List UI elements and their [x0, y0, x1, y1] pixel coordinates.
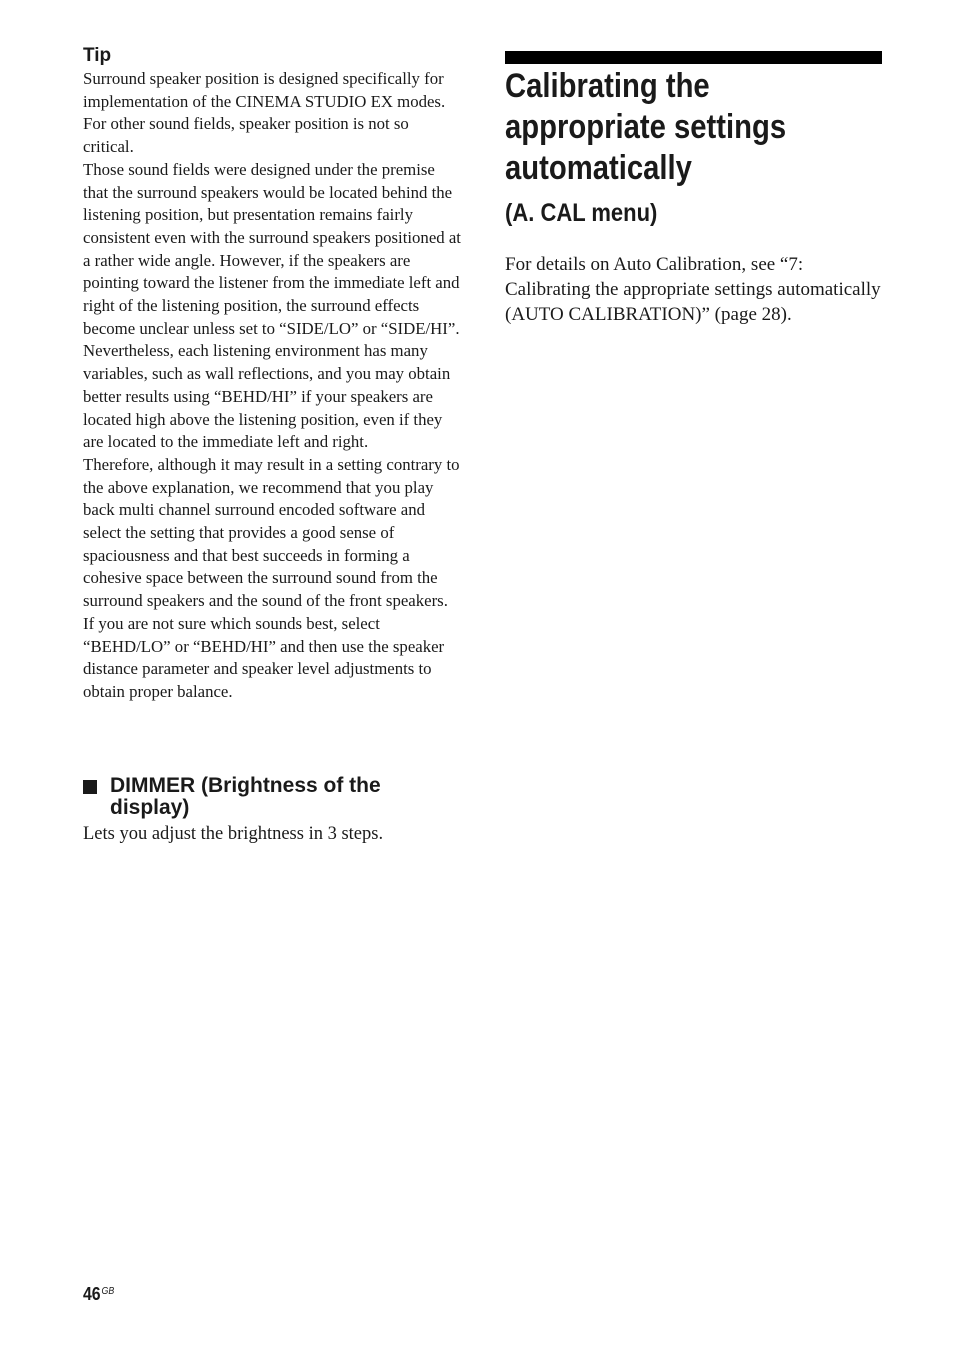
section-subtitle: (A. CAL menu): [505, 199, 658, 227]
tip-paragraph: Therefore, although it may result in a setting contrary to the above explanation, we recommend that you play back multi channel surround encoded software and select the setting that provides a good sense of spaciousness and that best succeeds in forming a cohesive space between the surround sound from the surround speakers and the sound of the front speakers. If you are not sure which sounds best, select “BEHD/LO” or “BEHD/HI” and then use the speaker distance parameter and speaker level adjustments to obtain proper balance.: [83, 454, 460, 701]
page-number-suffix: GB: [101, 1286, 115, 1297]
section-title-line: automatically: [505, 149, 692, 187]
auto-calibration-reference: For details on Auto Calibration, see “7: Calibrating the appropriate settings automatically (AUTO CALIBRATION)” (page 28).: [505, 254, 881, 325]
square-bullet-icon: [83, 780, 97, 794]
tip-block: [83, 44, 461, 704]
section-title-rule: [505, 51, 882, 64]
page-number: [83, 1281, 114, 1305]
section-title: [505, 66, 849, 189]
tip-paragraph: Nevertheless, each listening environment has many variables, such as wall reflections, and you may obtain better results using “BEHD/HI” if your speakers are located high above the listening position, even if they are located to the immediate left and right.: [83, 341, 451, 452]
dimmer-section-heading: [83, 775, 463, 819]
section-title-line: appropriate settings: [505, 108, 787, 146]
section-title-line: Calibrating the: [505, 67, 710, 105]
page-number-value: 46: [83, 1284, 101, 1304]
tip-heading: Tip: [83, 45, 112, 66]
tip-body: [83, 68, 461, 704]
tip-paragraph: Surround speaker position is designed specifically for implementation of the CINEMA STUDIO EX modes. For other sound fields, speaker position is not so critical.: [83, 69, 446, 157]
dimmer-description: Lets you adjust the brightness in 3 steps.: [83, 824, 384, 844]
tip-paragraph: Those sound fields were designed under the premise that the surround speakers would be located behind the listening position, but presentation remains fairly consistent even with the surround speakers positioned at a rather wide angle. However, if the speakers are pointing toward the listener from the immediate left and right of the listening position, the surround effects become unclear unless set to “SIDE/LO” or “SIDE/HI”.: [83, 159, 461, 338]
dimmer-heading-text: DIMMER (Brightness of the display): [110, 774, 381, 819]
